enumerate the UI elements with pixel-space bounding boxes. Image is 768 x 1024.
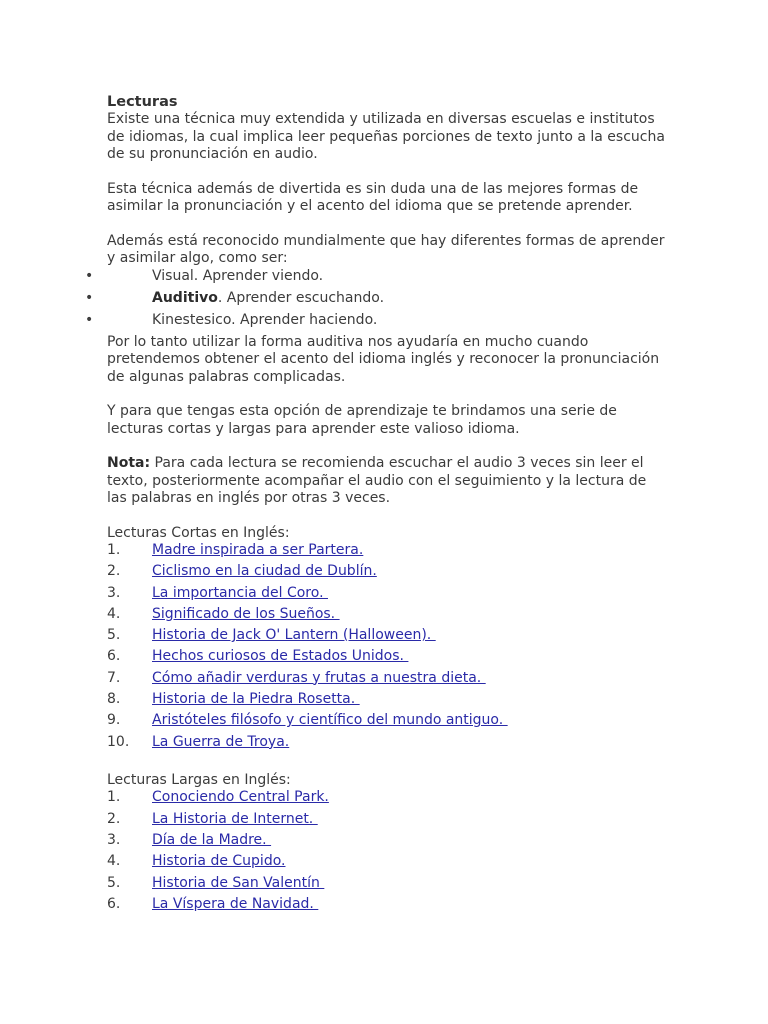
item-number: 1. bbox=[107, 542, 121, 558]
reading-link[interactable]: La Víspera de Navidad. bbox=[152, 895, 319, 912]
reading-link[interactable]: Aristóteles filósofo y científico del mundo antiguo. bbox=[152, 712, 508, 729]
list-item bbox=[107, 832, 667, 853]
list-item-text: Kinestesico. Aprender haciendo. bbox=[152, 311, 378, 328]
reading-link[interactable]: Significado de los Sueños. bbox=[152, 605, 340, 622]
bullet-icon: • bbox=[85, 267, 94, 284]
list-item bbox=[85, 311, 667, 334]
list-item bbox=[107, 563, 667, 584]
reading-link[interactable]: Historia de Cupido. bbox=[152, 853, 286, 870]
item-number: 9. bbox=[107, 712, 121, 729]
page-title: Lecturas bbox=[107, 94, 178, 110]
list-item bbox=[107, 648, 667, 669]
reading-link[interactable]: Historia de la Piedra Rosetta. bbox=[152, 691, 360, 708]
reading-link[interactable]: La Historia de Internet. bbox=[152, 810, 318, 827]
item-number: 4. bbox=[107, 605, 121, 622]
technique-paragraph: Esta técnica además de divertida es sin duda una de las mejores formas de asimilar la pronunciación y el acento del idioma que se pretende aprender. bbox=[107, 180, 639, 214]
item-number: 10. bbox=[107, 733, 130, 750]
item-number: 5. bbox=[107, 874, 121, 891]
document-page bbox=[85, 93, 667, 917]
item-number: 6. bbox=[107, 648, 121, 665]
list-item bbox=[85, 267, 667, 290]
item-number: 8. bbox=[107, 691, 121, 708]
reading-link[interactable]: La importancia del Coro. bbox=[152, 584, 328, 601]
item-number: 5. bbox=[107, 627, 121, 644]
list-item-bold: Auditivo bbox=[152, 289, 218, 306]
item-number: 6. bbox=[107, 895, 121, 912]
list-item bbox=[107, 712, 667, 733]
item-number: 3. bbox=[107, 832, 121, 849]
reading-link[interactable]: Conociendo Central Park. bbox=[152, 789, 329, 806]
item-number: 3. bbox=[107, 584, 121, 601]
list-item bbox=[107, 606, 667, 627]
reading-link[interactable]: Cómo añadir verduras y frutas a nuestra dieta. bbox=[152, 669, 486, 686]
long-readings-heading: Lecturas Largas en Inglés: bbox=[107, 771, 291, 788]
list-item-text: . Aprender escuchando. bbox=[217, 289, 385, 306]
reading-link[interactable]: Historia de San Valentín bbox=[152, 874, 325, 891]
offer-paragraph: Y para que tengas esta opción de aprendizaje te brindamos una serie de lecturas cortas y largas para aprender este valioso idioma. bbox=[107, 403, 617, 437]
reading-link[interactable]: Madre inspirada a ser Partera. bbox=[152, 542, 364, 558]
learning-styles-intro: Además está reconocido mundialmente que hay diferentes formas de aprender y asimilar algo, como ser: bbox=[107, 232, 665, 266]
long-readings-list bbox=[107, 789, 667, 917]
list-item bbox=[107, 627, 667, 648]
learning-styles-list bbox=[85, 267, 667, 334]
item-number: 2. bbox=[107, 563, 121, 580]
reading-link[interactable]: La Guerra de Troya. bbox=[152, 733, 290, 750]
intro-paragraph: Existe una técnica muy extendida y utilizada en diversas escuelas e institutos de idiomas, la cual implica leer pequeñas porciones de texto junto a la escucha de su pronunciación en audio. bbox=[107, 111, 665, 162]
list-item bbox=[107, 789, 667, 810]
reading-link[interactable]: Historia de Jack O' Lantern (Halloween). bbox=[152, 627, 436, 644]
item-number: 2. bbox=[107, 810, 121, 827]
list-item bbox=[107, 853, 667, 874]
bullet-icon: • bbox=[85, 289, 94, 306]
reading-link[interactable]: Hechos curiosos de Estados Unidos. bbox=[152, 648, 409, 665]
item-number: 4. bbox=[107, 853, 121, 870]
list-item bbox=[107, 896, 667, 917]
note-paragraph bbox=[107, 455, 667, 508]
list-item bbox=[107, 875, 667, 896]
short-readings-heading: Lecturas Cortas en Inglés: bbox=[107, 524, 290, 541]
bullet-icon: • bbox=[85, 311, 94, 328]
auditory-paragraph: Por lo tanto utilizar la forma auditiva nos ayudaría en mucho cuando pretendemos obtener el acento del idioma inglés y reconocer la pronunciación de algunas palabras complicadas. bbox=[107, 333, 660, 385]
list-item bbox=[85, 289, 667, 312]
list-item bbox=[107, 542, 667, 563]
reading-link[interactable]: Ciclismo en la ciudad de Dublín. bbox=[152, 563, 377, 580]
reading-link[interactable]: Día de la Madre. bbox=[152, 832, 272, 849]
list-item bbox=[107, 585, 667, 606]
note-text: Para cada lectura se recomienda escuchar el audio 3 veces sin leer el texto, posteriormente acompañar el audio con el seguimiento y la lectura de las palabras en inglés por otras 3 veces. bbox=[107, 455, 647, 506]
item-number: 7. bbox=[107, 669, 121, 686]
note-label: Nota: bbox=[107, 455, 151, 471]
short-readings-list bbox=[107, 542, 667, 755]
list-item bbox=[107, 670, 667, 691]
list-item-text: Visual. Aprender viendo. bbox=[152, 267, 324, 284]
list-item bbox=[107, 734, 667, 755]
item-number: 1. bbox=[107, 789, 121, 806]
list-item bbox=[107, 691, 667, 712]
list-item bbox=[107, 811, 667, 832]
